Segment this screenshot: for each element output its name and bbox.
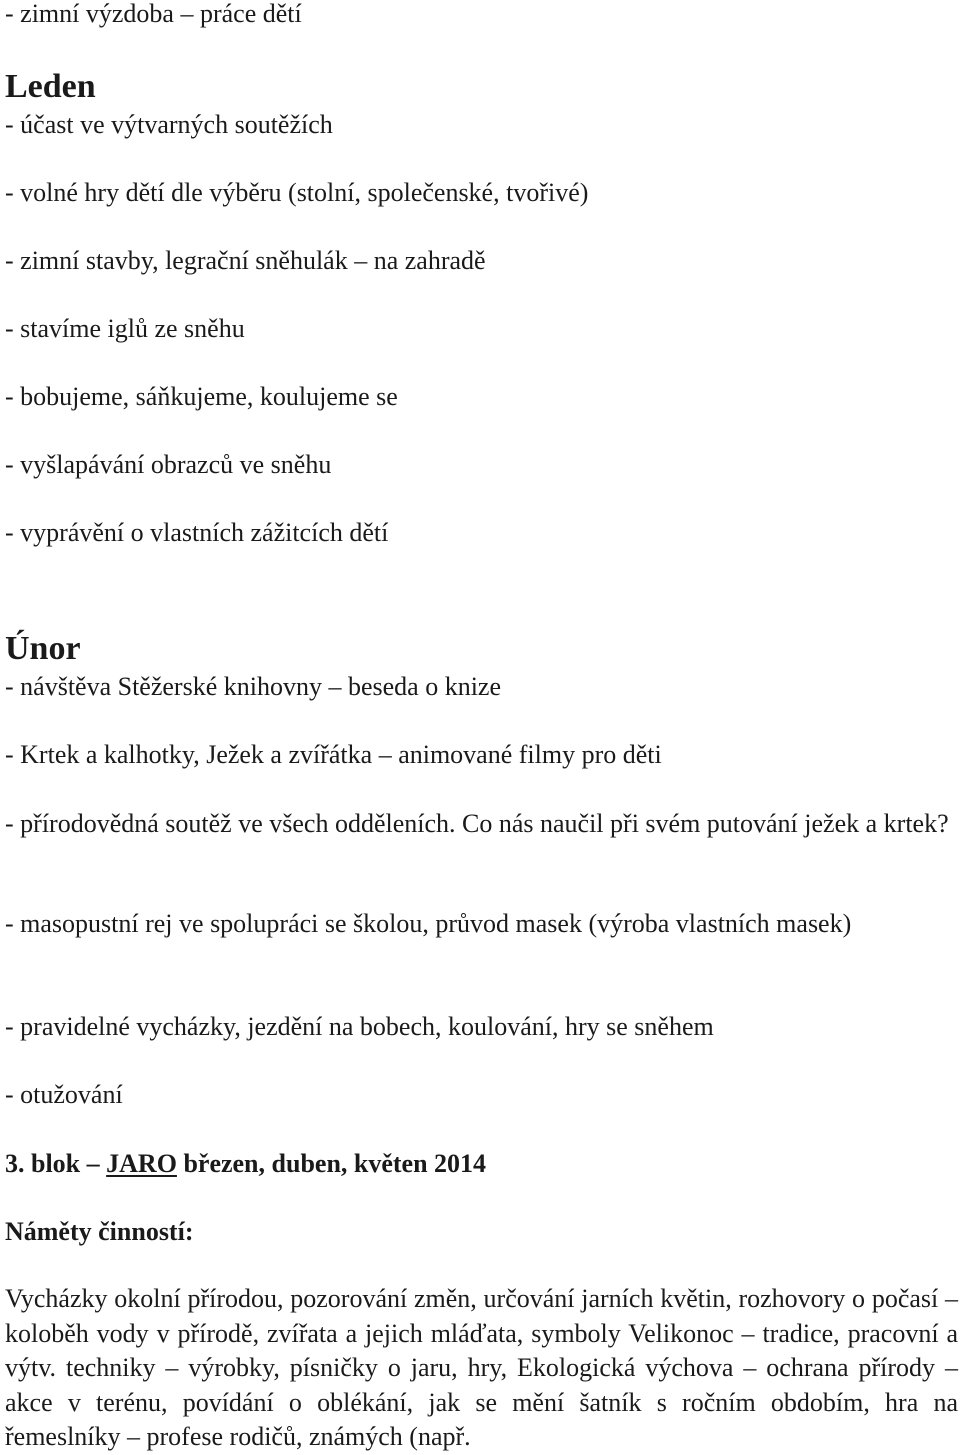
block-3-months: březen, duben, květen 2014 <box>176 1149 487 1178</box>
intro-line: - zimní výzdoba – práce dětí <box>5 0 302 28</box>
unor-item-4: - masopustní rej ve spolupráci se školou, průvod masek (výroba vlastních masek) <box>5 909 852 938</box>
namety-heading: Náměty činností: <box>5 1217 194 1246</box>
unor-item-5: - pravidelné vycházky, jezdění na bobech, koulování, hry se sněhem <box>5 1012 714 1041</box>
block-3-title <box>5 1147 486 1181</box>
heading-leden: Leden <box>5 68 96 105</box>
block-3-season: JARO <box>106 1149 177 1178</box>
unor-item-6: - otužování <box>5 1080 123 1109</box>
unor-item-3: - přírodovědná soutěž ve všech odděleních. Co nás naučil při svém putování ježek a krtek? <box>5 809 949 838</box>
block-3-prefix: 3. blok – <box>5 1149 107 1178</box>
leden-item-5: - bobujeme, sáňkujeme, koulujeme se <box>5 382 398 411</box>
unor-item-2: - Krtek a kalhotky, Ježek a zvířátka – animované filmy pro děti <box>5 740 662 769</box>
unor-item-1: - návštěva Stěžerské knihovny – beseda o knize <box>5 672 502 701</box>
heading-unor: Únor <box>5 630 81 667</box>
leden-item-1: - účast ve výtvarných soutěžích <box>5 110 333 139</box>
leden-item-4: - stavíme iglů ze sněhu <box>5 314 245 343</box>
leden-item-7: - vyprávění o vlastních zážitcích dětí <box>5 518 389 547</box>
leden-item-6: - vyšlapávání obrazců ve sněhu <box>5 450 332 479</box>
namety-paragraph: Vycházky okolní přírodou, pozorování změn, určování jarních květin, rozhovory o počasí – koloběh vody v přírodě, zvířata a jejich mláďata, symboly Velikonoc – tradice, pracovní a výtv. techniky – výrobky, písničky o jaru, hry, Ekologická výchova – ochrana přírody – akce v terénu, povídání o oblékání, jak se mění šatník s ročním obdobím, hra na řemeslníky – profese rodičů, známých (např. <box>5 1284 958 1451</box>
leden-item-2: - volné hry dětí dle výběru (stolní, společenské, tvořivé) <box>5 178 589 207</box>
leden-item-3: - zimní stavby, legrační sněhulák – na zahradě <box>5 246 486 275</box>
